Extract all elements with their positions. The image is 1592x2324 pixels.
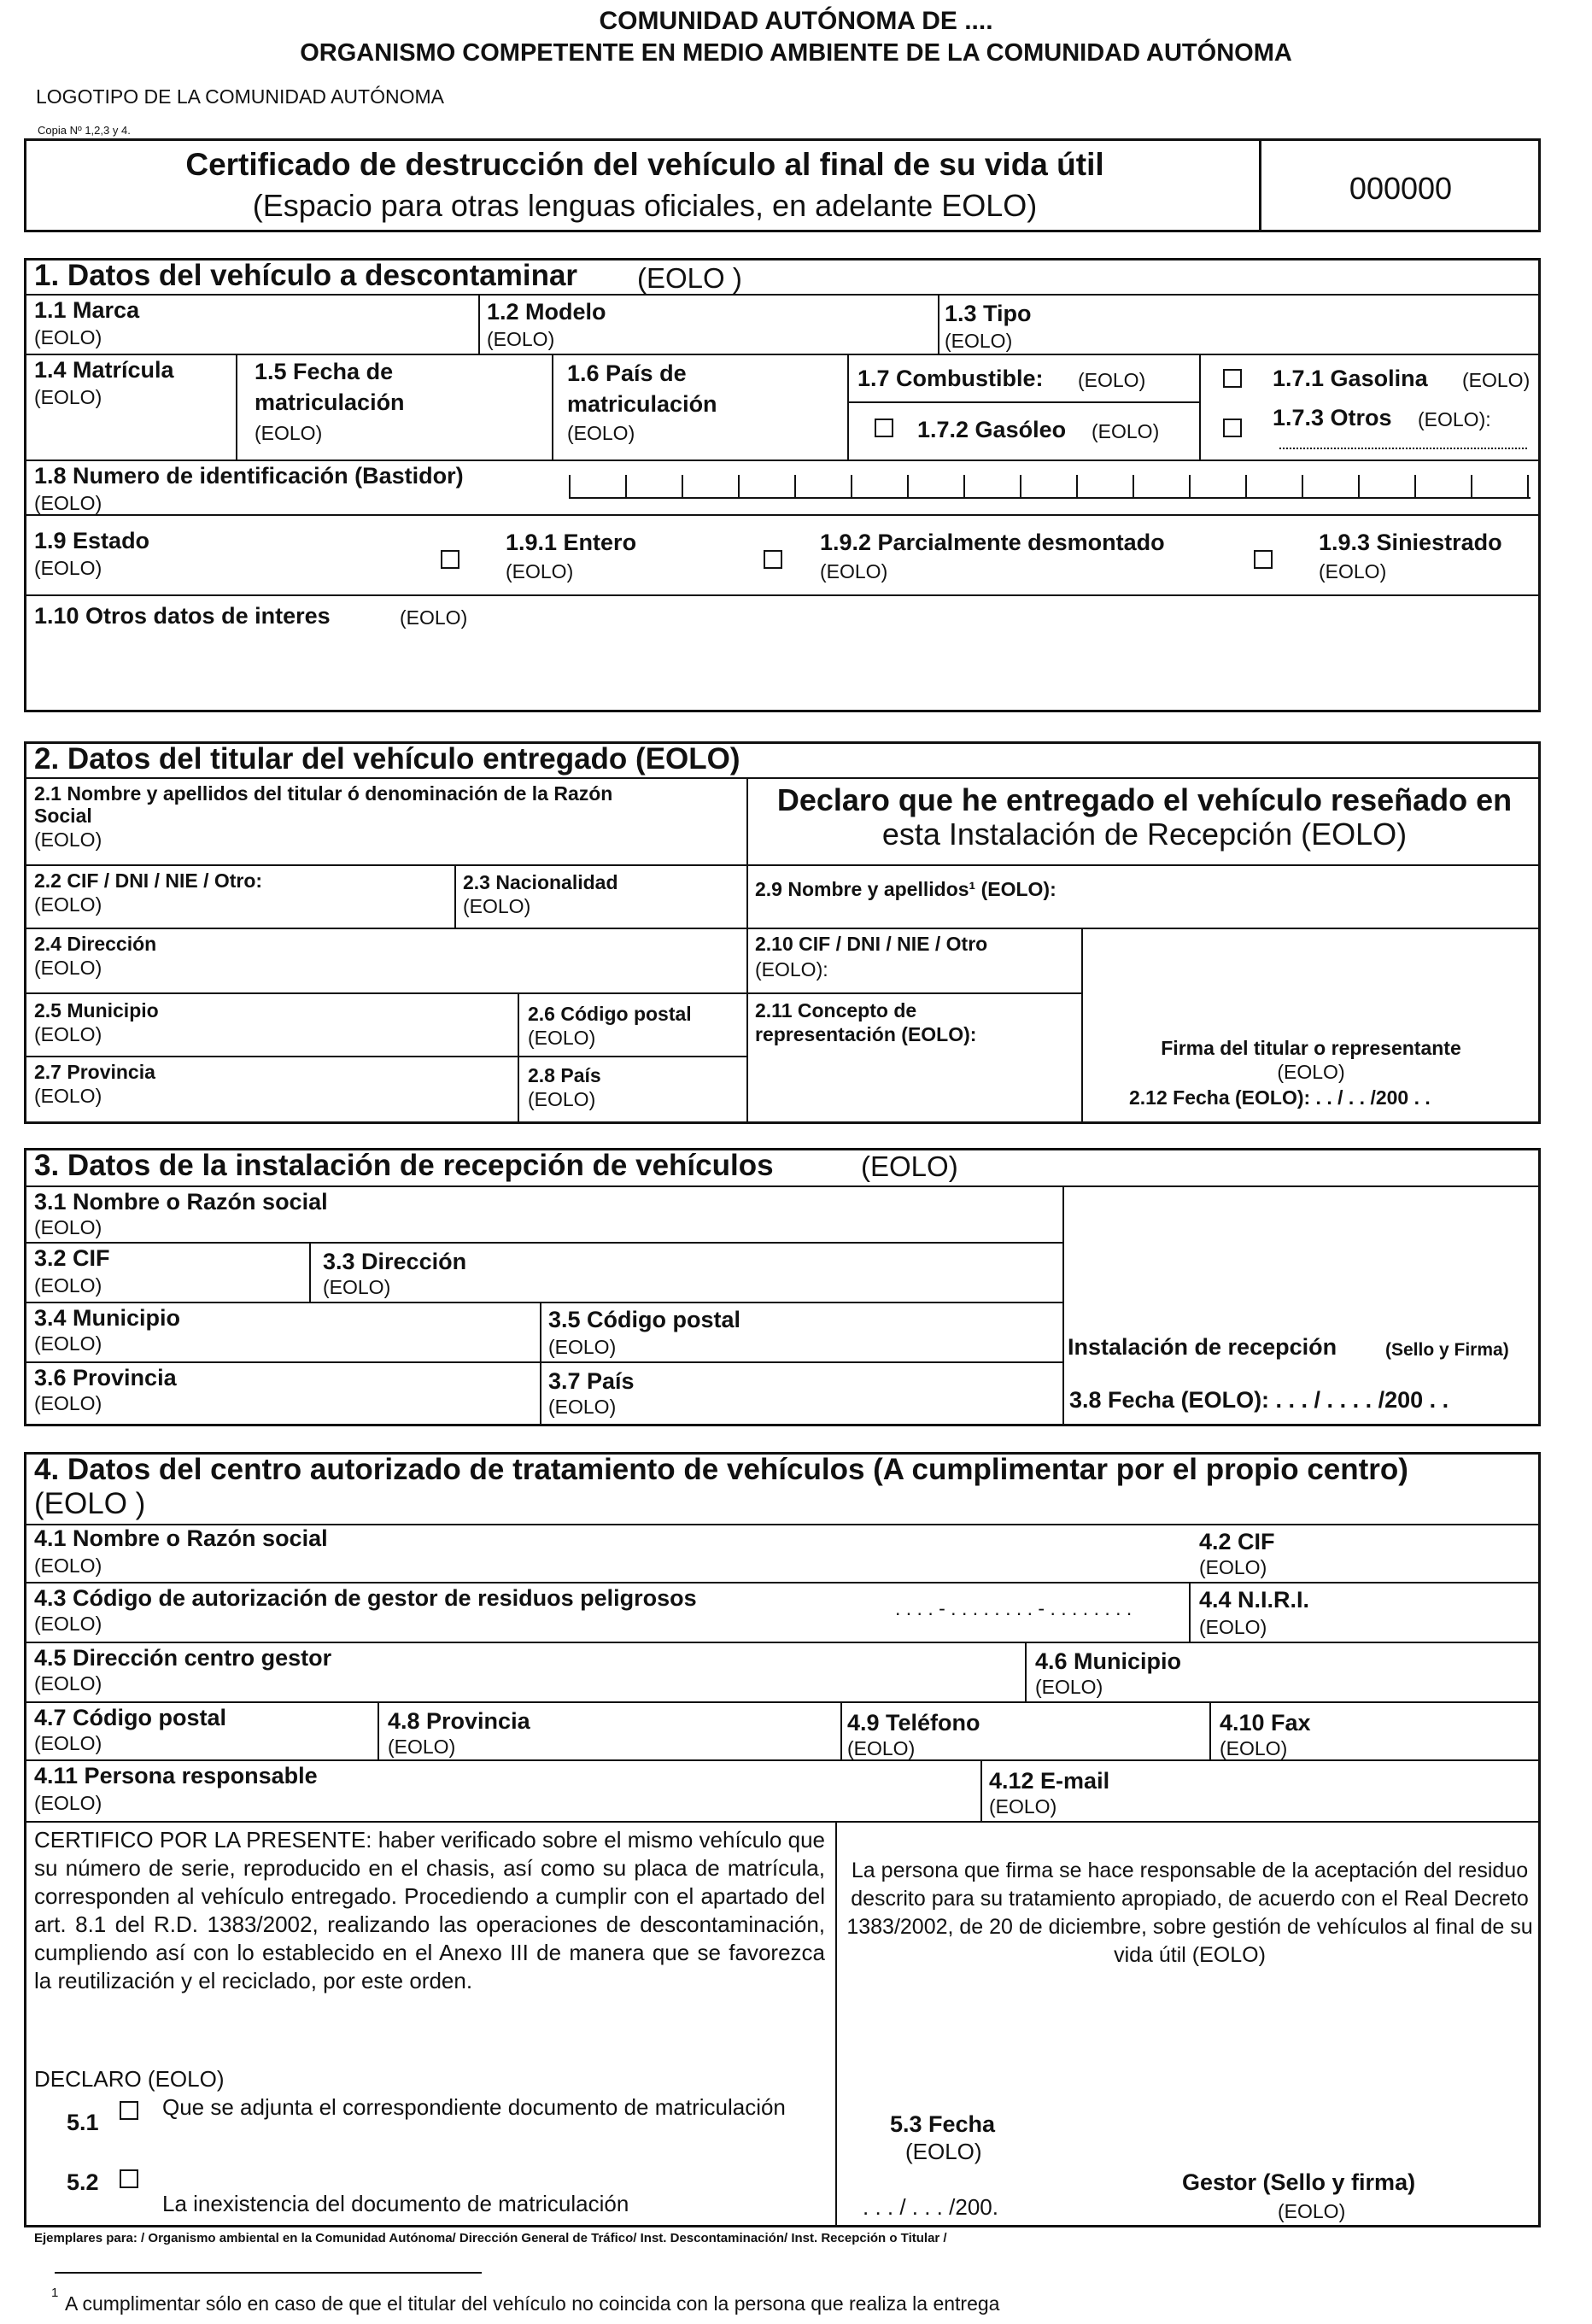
- eolo-note: (EOLO): [34, 1613, 102, 1635]
- eolo-note: (EOLO): [34, 1732, 102, 1754]
- option-entero: 1.9.1 Entero: [506, 530, 637, 555]
- cif-rep-eolo: (EOLO):: [755, 958, 828, 981]
- section-1-heading: 1. Datos del vehículo a descontaminar: [34, 259, 578, 292]
- eolo-note: (EOLO): [487, 328, 555, 350]
- section-2-heading: 2. Datos del titular del vehículo entregado (EOLO): [34, 742, 740, 776]
- section-4-heading: 4. Datos del centro autorizado de tratamiento de vehículos (A cumplimentar por el propio centro): [34, 1453, 1408, 1486]
- field-provincia-titular: 2.7 Provincia: [34, 1061, 155, 1083]
- option-parcial: 1.9.2 Parcialmente desmontado: [820, 530, 1165, 555]
- eolo-note: (EOLO): [323, 1276, 391, 1298]
- field-codigo-autorizacion: 4.3 Código de autorización de gestor de residuos peligrosos: [34, 1585, 697, 1611]
- eolo-note: (EOLO): [567, 422, 635, 444]
- option-5-1-number: 5.1: [67, 2110, 99, 2135]
- fecha-gestor-line: . . . / . . . /200.: [863, 2194, 998, 2220]
- section-3-heading: 3. Datos de la instalación de recepción de vehículos: [34, 1149, 774, 1182]
- option-inexistencia: La inexistencia del documento de matriculación: [162, 2191, 629, 2216]
- field-provincia-instalacion: 3.6 Provincia: [34, 1365, 177, 1390]
- responsable-text: La persona que firma se hace responsable de la aceptación del residuo descrito para su tratamiento apropiado, de acuerdo con el Real Decreto 1383/2002, de 20 de diciembre, sobre gestión de vehículos al final de su vida útil (EOLO): [846, 1859, 1533, 1967]
- field-cif-titular: 2.2 CIF / DNI / NIE / Otro:: [34, 869, 263, 892]
- gestor-sello: Gestor (Sello y firma): [1182, 2169, 1416, 2195]
- inexistencia-checkbox[interactable]: [120, 2169, 138, 2188]
- siniestrado-checkbox[interactable]: [1254, 550, 1273, 569]
- eolo-note: (EOLO): [34, 1392, 102, 1414]
- field-otros-datos: 1.10 Otros datos de interes: [34, 603, 331, 629]
- footnote-mark: 1: [51, 2286, 59, 2300]
- otros-eolo: (EOLO):: [1418, 408, 1491, 430]
- ejemplares-note: Ejemplares para: / Organismo ambiental en la Comunidad Autónoma/ Dirección General de Tráfico/ Inst. Descontaminación/ Inst. Recepción o Titular /: [34, 2231, 947, 2245]
- field-cif-instalacion: 3.2 CIF: [34, 1245, 110, 1271]
- field-concepto-representacion: 2.11 Concepto de: [755, 999, 917, 1022]
- eolo-note: (EOLO): [34, 1332, 102, 1355]
- field-direccion-instalacion: 3.3 Dirección: [323, 1249, 467, 1274]
- otros-dotted-line: [1279, 448, 1527, 449]
- eolo-note: (EOLO): [847, 1737, 916, 1759]
- field-email-centro: 4.12 E-mail: [989, 1768, 1110, 1794]
- eolo-note: (EOLO): [388, 1736, 456, 1758]
- eolo-note: (EOLO): [1035, 1676, 1103, 1698]
- eolo-note: (EOLO): [400, 606, 468, 629]
- option-5-2-number: 5.2: [67, 2169, 99, 2195]
- eolo-note: (EOLO): [34, 1792, 102, 1814]
- field-cp-centro: 4.7 Código postal: [34, 1705, 227, 1730]
- field-niri: 4.4 N.I.R.I.: [1199, 1587, 1310, 1613]
- fecha-gestor: 5.3 Fecha: [890, 2111, 996, 2137]
- field-cp-titular: 2.6 Código postal: [528, 1003, 692, 1025]
- field-nombre-instalacion: 3.1 Nombre o Razón social: [34, 1189, 328, 1215]
- eolo-note: (EOLO): [34, 1216, 102, 1238]
- field-direccion-centro: 4.5 Dirección centro gestor: [34, 1645, 332, 1671]
- eolo-note: (EOLO): [528, 1027, 596, 1049]
- header-organism: ORGANISMO COMPETENTE EN MEDIO AMBIENTE DE LA COMUNIDAD AUTÓNOMA: [300, 39, 1292, 67]
- field-provincia-centro: 4.8 Provincia: [388, 1708, 530, 1734]
- eolo-note: (EOLO): [945, 330, 1013, 352]
- option-siniestrado: 1.9.3 Siniestrado: [1319, 530, 1502, 555]
- section-4-heading-eolo: (EOLO ): [34, 1487, 146, 1520]
- vin-boxes[interactable]: [569, 497, 1531, 499]
- certificate-number: 000000: [1349, 171, 1453, 206]
- instalacion-sello: Instalación de recepción: [1068, 1334, 1337, 1360]
- header-region: COMUNIDAD AUTÓNOMA DE ....: [599, 7, 993, 35]
- eolo-note: (EOLO): [34, 957, 102, 979]
- section-3-heading-eolo: (EOLO): [861, 1150, 958, 1182]
- eolo-note: (EOLO): [1220, 1737, 1288, 1759]
- eolo-note: (EOLO): [1078, 369, 1146, 391]
- field-municipio-titular: 2.5 Municipio: [34, 999, 159, 1022]
- field-direccion-titular: 2.4 Dirección: [34, 933, 157, 955]
- eolo-note: (EOLO): [34, 1554, 102, 1577]
- eolo-note: (EOLO): [506, 560, 574, 582]
- field-nombre-titular: 2.1 Nombre y apellidos del titular ó denominación de la Razón: [34, 782, 613, 805]
- certifico-text: CERTIFICO POR LA PRESENTE: haber verificado sobre el mismo vehículo que su número de serie, reproducido en el chasis, así como su placa de matrícula, corresponden al vehículo entregado. Procediendo a cumplir con el apartado del art. 8.1 del R.D. 1383/2002, realizando las operaciones de descontaminación, cumpliendo así con lo establecido en el Anexo III de manera que se favorezca la reutilización y el reciclado, por este orden.: [34, 1827, 825, 1993]
- option-gasolina: 1.7.1 Gasolina: [1273, 366, 1428, 391]
- eolo-note: (EOLO): [548, 1396, 617, 1418]
- eolo-note: (EOLO): [989, 1795, 1057, 1818]
- field-municipio-centro: 4.6 Municipio: [1035, 1648, 1182, 1674]
- eolo-note: (EOLO): [34, 557, 102, 579]
- declaro-heading: DECLARO (EOLO): [34, 2066, 225, 2092]
- adjunta-checkbox[interactable]: [120, 2101, 138, 2120]
- certificate-subtitle: (Espacio para otras lenguas oficiales, en adelante EOLO): [252, 188, 1038, 223]
- fecha-instalacion: 3.8 Fecha (EOLO): . . . / . . . . /200 . .: [1069, 1387, 1449, 1413]
- eolo-note: (EOLO): [34, 492, 102, 514]
- firma-titular: Firma del titular o representante: [1161, 1037, 1461, 1059]
- field-concepto-representacion-2: representación (EOLO):: [755, 1023, 977, 1045]
- eolo-note: (EOLO): [34, 326, 102, 348]
- field-cif-centro: 4.2 CIF: [1199, 1529, 1275, 1554]
- eolo-note: (EOLO): [34, 1023, 102, 1045]
- field-cp-instalacion: 3.5 Código postal: [548, 1307, 741, 1332]
- field-estado: 1.9 Estado: [34, 528, 150, 553]
- field-pais-matriculacion: 1.6 País de: [567, 360, 687, 386]
- eolo-note: (EOLO): [255, 422, 323, 444]
- instalacion-sello-firma: (Sello y Firma): [1385, 1340, 1509, 1360]
- section-1-heading-eolo: (EOLO ): [637, 262, 742, 294]
- certificate-title: Certificado de destrucción del vehículo al final de su vida útil: [185, 147, 1104, 182]
- eolo-note: (EOLO): [1277, 1061, 1345, 1083]
- field-tipo: 1.3 Tipo: [945, 301, 1032, 326]
- declaro-entrega: Declaro que he entregado el vehículo reseñado en: [776, 782, 1513, 817]
- codigo-dots: . . . . - . . . . . . . . - . . . . . . . .: [895, 1597, 1133, 1619]
- field-bastidor: 1.8 Numero de identificación (Bastidor): [34, 463, 464, 489]
- eolo-note: (EOLO): [34, 828, 102, 851]
- eolo-note: (EOLO): [34, 1274, 102, 1297]
- field-pais-titular: 2.8 País: [528, 1064, 601, 1086]
- field-nacionalidad: 2.3 Nacionalidad: [463, 871, 618, 893]
- field-modelo: 1.2 Modelo: [487, 299, 606, 325]
- eolo-note: (EOLO): [1199, 1616, 1267, 1638]
- eolo-note: (EOLO): [1278, 2200, 1346, 2222]
- eolo-note: (EOLO): [820, 560, 888, 582]
- field-marca: 1.1 Marca: [34, 297, 140, 323]
- option-gasoleo: 1.7.2 Gasóleo: [917, 417, 1067, 442]
- eolo-note: (EOLO): [1462, 369, 1531, 391]
- eolo-note: (EOLO): [34, 893, 102, 916]
- field-municipio-instalacion: 3.4 Municipio: [34, 1305, 181, 1331]
- eolo-note: (EOLO): [548, 1336, 617, 1358]
- field-fecha-matriculacion: 1.5 Fecha de: [255, 359, 394, 384]
- entero-checkbox[interactable]: [441, 550, 459, 569]
- field-cif-representante: 2.10 CIF / DNI / NIE / Otro: [755, 933, 988, 955]
- eolo-note: (EOLO): [1319, 560, 1387, 582]
- eolo-note: (EOLO): [463, 895, 531, 917]
- field-combustible: 1.7 Combustible:: [857, 366, 1044, 391]
- parcial-checkbox[interactable]: [764, 550, 782, 569]
- eolo-note: (EOLO): [34, 1085, 102, 1107]
- option-otros: 1.7.3 Otros: [1273, 405, 1392, 430]
- field-fax-centro: 4.10 Fax: [1220, 1710, 1311, 1736]
- field-nombre-titular-2: Social: [34, 805, 92, 827]
- field-fecha-matriculacion-2: matriculación: [255, 389, 405, 415]
- copy-number: Copia Nº 1,2,3 y 4.: [38, 124, 131, 137]
- logo-placeholder: LOGOTIPO DE LA COMUNIDAD AUTÓNOMA: [36, 85, 444, 108]
- eolo-note: (EOLO): [1199, 1556, 1267, 1578]
- eolo-note: (EOLO): [34, 386, 102, 408]
- declaro-entrega-2: esta Instalación de Recepción (EOLO): [881, 817, 1408, 852]
- field-pais-matriculacion-2: matriculación: [567, 391, 717, 417]
- gasolina-checkbox[interactable]: [1223, 369, 1242, 388]
- eolo-note: (EOLO): [1092, 420, 1160, 442]
- gasoleo-checkbox[interactable]: [875, 419, 893, 437]
- field-matricula: 1.4 Matrícula: [34, 357, 174, 383]
- eolo-note: (EOLO): [905, 2139, 982, 2164]
- eolo-note: (EOLO): [528, 1088, 596, 1110]
- option-adjunta: Que se adjunta el correspondiente documento de matriculación: [162, 2094, 786, 2120]
- field-persona-responsable: 4.11 Persona responsable: [34, 1763, 318, 1788]
- footnote-text: A cumplimentar sólo en caso de que el titular del vehículo no coincida con la persona que realiza la entrega: [65, 2292, 1000, 2315]
- field-pais-instalacion: 3.7 País: [548, 1368, 635, 1394]
- eolo-note: (EOLO): [34, 1672, 102, 1695]
- field-nombre-representante: 2.9 Nombre y apellidos¹ (EOLO):: [755, 878, 1056, 900]
- footnote-divider: [55, 2272, 482, 2274]
- field-nombre-centro: 4.1 Nombre o Razón social: [34, 1525, 328, 1551]
- otros-checkbox[interactable]: [1223, 419, 1242, 437]
- fecha-titular: 2.12 Fecha (EOLO): . . / . . /200 . .: [1129, 1086, 1431, 1109]
- field-telefono-centro: 4.9 Teléfono: [847, 1710, 980, 1736]
